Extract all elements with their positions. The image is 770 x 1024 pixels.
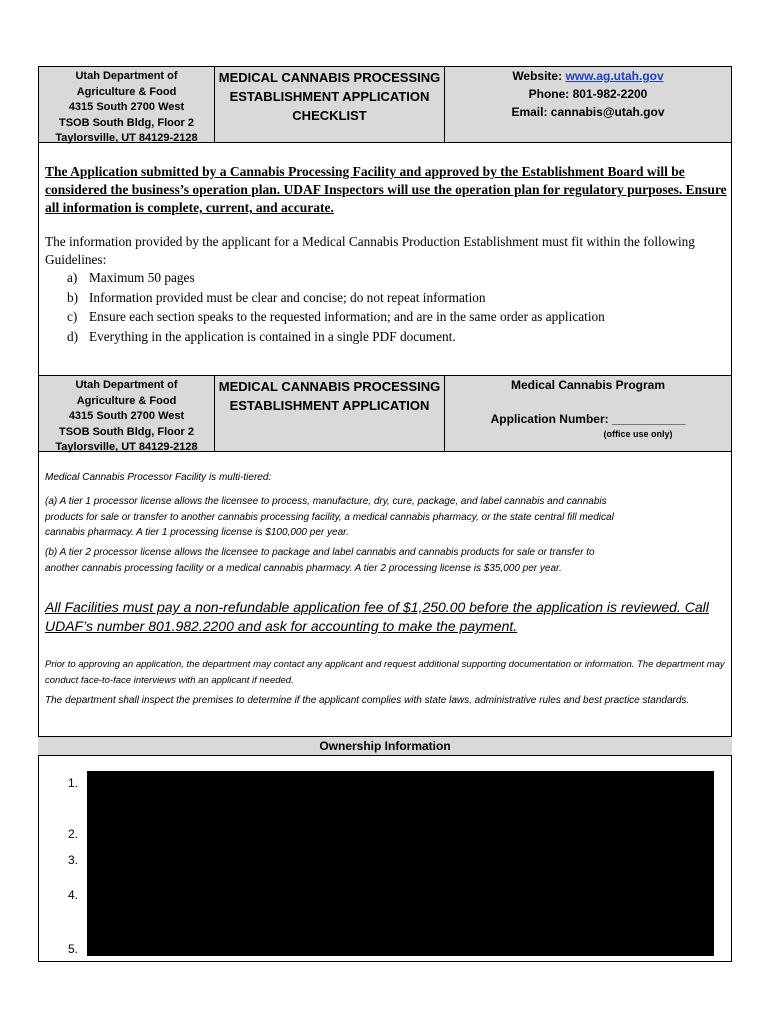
dept-line: 4315 South 2700 West: [68, 410, 185, 422]
program-name: Medical Cannabis Program: [510, 378, 666, 392]
title-line: MEDICAL CANNABIS PROCESSING: [218, 379, 441, 394]
owner-number: 2.: [68, 827, 79, 841]
inspection-note: The department shall inspect the premises to determine if the applicant complies with state laws, administrative rules and best practice standards.: [45, 695, 690, 706]
title-line: CHECKLIST: [292, 108, 367, 123]
program-info: [445, 376, 731, 451]
department-address: [39, 376, 215, 451]
website-label: Website:: [512, 69, 566, 83]
guidelines-lead: The information provided by the applicant for a Medical Cannabis Production Establishment must fit within the following Guidelines:: [45, 234, 695, 267]
dept-line: TSOB South Bldg, Floor 2: [58, 116, 195, 129]
guideline-item: a) Maximum 50 pages: [67, 270, 195, 285]
owner-number: 1.: [68, 776, 79, 790]
guideline-item: d) Everything in the application is contained in a single PDF document.: [67, 328, 456, 344]
owner-number: 5.: [68, 942, 79, 956]
checklist-title: [215, 67, 445, 142]
application-header: [38, 375, 732, 452]
guideline-item: c) Ensure each section speaks to the requested information; and are in the same order as application: [67, 309, 605, 324]
email: Email: cannabis@utah.gov: [511, 105, 665, 119]
dept-line: Taylorsville, UT 84129-2128: [55, 132, 198, 144]
owner-number: 4.: [68, 888, 79, 902]
dept-line: TSOB South Bldg, Floor 2: [58, 425, 195, 438]
dept-line: Agriculture & Food: [76, 85, 177, 98]
title-line: ESTABLISHMENT APPLICATION: [229, 89, 430, 104]
title-line: MEDICAL CANNABIS PROCESSING: [218, 70, 441, 85]
dept-line: Taylorsville, UT 84129-2128: [55, 441, 198, 453]
department-address: [39, 67, 215, 142]
redacted-ownership-block: [87, 771, 714, 956]
guideline-item: b) Information provided must be clear and concise; do not repeat information: [67, 289, 486, 305]
ownership-header: Ownership Information: [38, 736, 732, 756]
tiers-lead: Medical Cannabis Processor Facility is multi-tiered:: [45, 472, 272, 483]
application-number-field[interactable]: Application Number: ___________: [490, 412, 686, 426]
guidelines-list: [67, 268, 605, 346]
website-link[interactable]: www.ag.utah.gov: [565, 69, 664, 83]
dept-line: Agriculture & Food: [76, 394, 177, 407]
tier1-description: (a) A tier 1 processor license allows the licensee to process, manufacture, dry, cure, package, and label cannabis and cannabis products for sale or transfer to another cannabis processing facility, a medical cannabis pharmacy, or the state central fill medical cannabis pharmacy. A tier 1 processing license is $100,000 per year.: [45, 496, 614, 538]
application-title: [215, 376, 445, 451]
dept-line: Utah Department of: [75, 70, 178, 82]
fee-notice: All Facilities must pay a non-refundable application fee of $1,250.00 before the application is reviewed. Call UDAF’s number 801.982.2200 and ask for accounting to make the payment.: [45, 599, 709, 634]
title-line: ESTABLISHMENT APPLICATION: [229, 398, 430, 413]
tier2-description: (b) A tier 2 processor license allows the licensee to package and label cannabis and cannabis products for sale or transfer to another cannabis processing facility or a medical cannabis pharmacy. A tier 2 processing license is $35,000 per year.: [45, 547, 595, 574]
dept-line: Utah Department of: [75, 379, 178, 391]
contact-info: [445, 67, 731, 142]
intro-statement: The Application submitted by a Cannabis Processing Facility and approved by the Establishment Board will be considered the business’s operation plan. UDAF Inspectors will use the operation plan for regulatory purposes. Ensure all information is complete, current, and accurate.: [45, 164, 727, 215]
dept-line: 4315 South 2700 West: [68, 101, 185, 113]
checklist-header: [38, 66, 732, 143]
phone: Phone: 801-982-2200: [528, 87, 648, 101]
office-use-note: (office use only): [603, 429, 673, 439]
prior-approval-note: Prior to approving an application, the department may contact any applicant and request additional supporting documentation or information. The department may conduct face-to-face interviews with an applicant if needed.: [45, 659, 725, 686]
owner-number: 3.: [68, 853, 79, 867]
